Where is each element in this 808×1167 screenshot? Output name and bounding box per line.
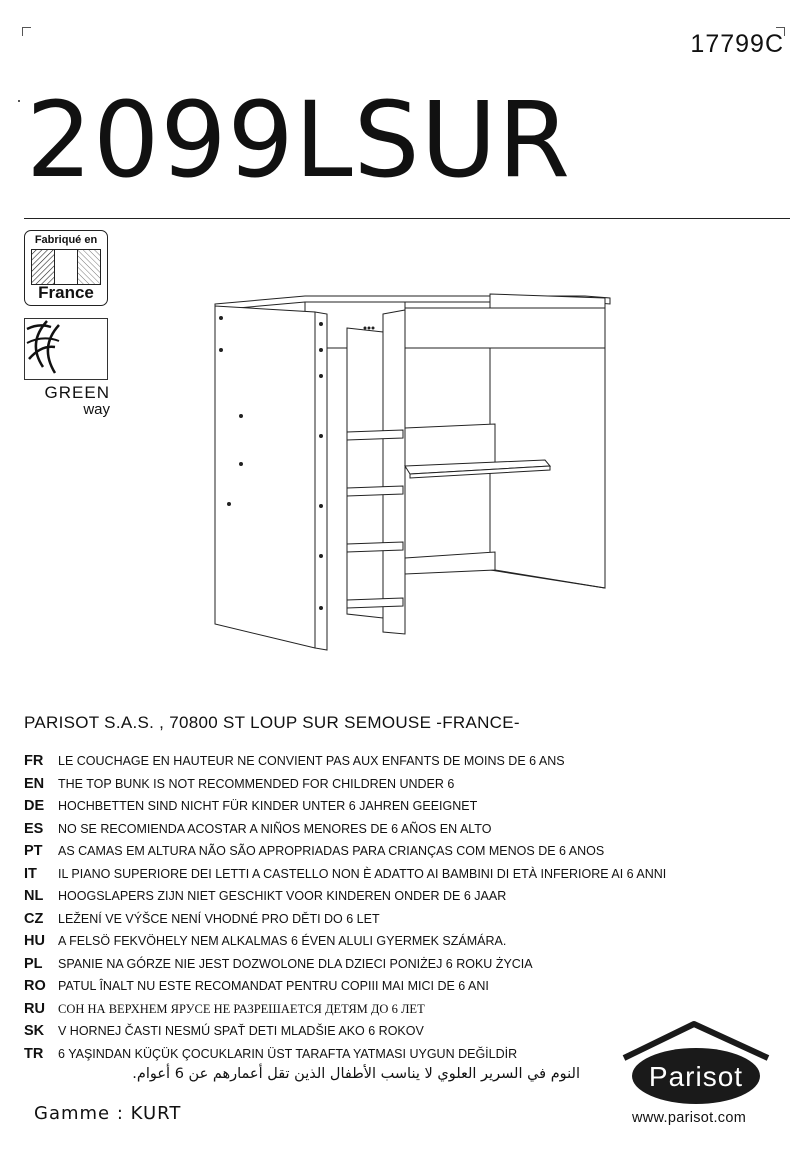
language-code: PT [24,843,43,859]
language-code: RU [24,1000,45,1017]
warning-item [24,750,666,773]
warning-text: HOCHBETTEN SIND NICHT FÜR KINDER UNTER 6 JAHREN GEEIGNET [58,799,478,813]
warning-item [24,840,666,863]
warning-text: A FELSÖ FEKVÖHELY NEM ALKALMAS 6 ÉVEN ALULI GYERMEK SZÁMÁRA. [58,934,507,948]
language-code: NL [24,888,44,904]
warning-text: THE TOP BUNK IS NOT RECOMMENDED FOR CHILDREN UNDER 6 [58,776,455,791]
warning-item [24,818,666,841]
made-in-france-badge [24,230,108,306]
warning-item [24,908,666,931]
language-code: FR [24,753,44,769]
green-label: GREEN [44,383,110,402]
loft-bed-illustration [205,288,625,668]
language-code: DE [24,798,45,814]
way-label: way [83,401,110,418]
warning-item [24,998,666,1021]
language-code: PL [24,955,43,972]
warning-text: 6 YAŞINDAN KÜÇÜK ÇOCUKLARIN ÜST TARAFTA YATMASI UYGUN DEĞİLDİR [58,1046,518,1061]
model-number: 2099LSUR [26,79,572,201]
origin-bottom-label: France [38,283,94,302]
language-code: TR [24,1045,44,1062]
french-flag-icon [31,249,101,285]
warning-item [24,1043,666,1066]
arabic-warning: النوم في السرير العلوي لا يناسب الأطفال الذين تقل أعمارهم عن 6 أعوام. [132,1066,580,1082]
crop-mark-left [18,100,20,102]
green-way-badge [24,318,108,380]
warning-text: LE COUCHAGE EN HAUTEUR NE CONVIENT PAS AUX ENFANTS DE MOINS DE 6 ANS [58,754,565,768]
crop-mark-top-left [22,27,31,36]
warning-text: NO SE RECOMIENDA ACOSTAR A NIÑOS MENORES DE 6 AÑOS EN ALTO [58,821,492,836]
language-code: IT [24,865,37,882]
warning-text: IL PIANO SUPERIORE DEI LETTI A CASTELLO NON È ADATTO AI BAMBINI DI ETÀ INFERIORE AI 6 ANNI [58,866,667,881]
language-code: SK [24,1023,45,1039]
green-way-label [24,384,110,417]
website-url: www.parisot.com [632,1110,747,1126]
warning-text: AS CAMAS EM ALTURA NÃO SÃO APROPRIADAS PARA CRIANÇAS COM MENOS DE 6 ANOS [58,844,605,858]
age-warning-list [24,750,666,1065]
origin-top-label: Fabriqué en [34,234,98,246]
warning-item [24,885,666,908]
parisot-logo [620,1020,780,1106]
language-code: ES [24,820,44,837]
warning-text: SPANIE NA GÓRZE NIE JEST DOZWOLONE DLA DZIECI PONIŻEJ 6 ROKU ŻYCIA [58,956,533,971]
language-code: EN [24,775,45,792]
warning-item [24,773,666,796]
company-address: PARISOT S.A.S. , 70800 ST LOUP SUR SEMOUSE -FRANCE- [24,713,520,732]
warning-text: СОН НА ВЕРХНЕМ ЯРУСЕ НЕ РАЗРЕШАЕТСЯ ДЕТЯМ ДО 6 ЛЕТ [58,1001,425,1016]
globe-icon [25,319,108,380]
brand-name: Parisot [648,1061,744,1092]
warning-text: LEŽENÍ VE VÝŠCE NENÍ VHODNÉ PRO DĚTI DO 6 LET [58,911,380,926]
warning-item [24,863,666,886]
warning-item [24,1020,666,1043]
product-range: Gamme : KURT [34,1103,182,1124]
warning-text: HOOGSLAPERS ZIJN NIET GESCHIKT VOOR KINDEREN ONDER DE 6 JAAR [58,889,507,903]
warning-item [24,975,666,998]
warning-item [24,795,666,818]
warning-item [24,953,666,976]
language-code: RO [24,978,46,994]
language-code: CZ [24,910,44,927]
warning-text: PATUL ÎNALT NU ESTE RECOMANDAT PENTRU COPIII MAI MICI DE 6 ANI [58,979,489,993]
header-rule [24,218,790,219]
warning-item [24,930,666,953]
warning-text: V HORNEJ ČASTI NESMÚ SPAŤ DETI MLADŠIE AKO 6 ROKOV [58,1024,424,1038]
language-code: HU [24,933,45,949]
document-code: 17799C [690,30,784,58]
